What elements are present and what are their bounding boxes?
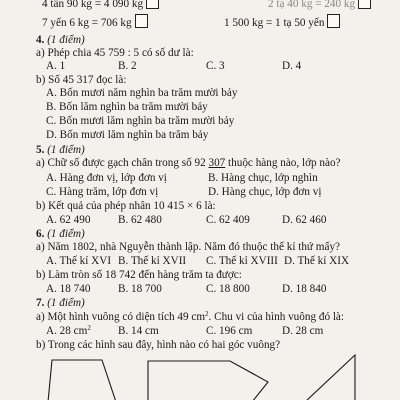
question-number: 7. (36, 297, 45, 309)
question-number: 6. (36, 228, 45, 240)
prompt-text: a) Một hình vuông có diện tích 49 cm (36, 311, 206, 323)
option-5a-d[interactable]: D. Hàng chục, lớp đơn vị (208, 186, 322, 198)
option-6b-b[interactable]: B. 18 700 (118, 283, 162, 295)
option-6a-a[interactable]: A. Thế kỉ XVI (46, 255, 112, 267)
option-5a-b[interactable]: B. Hàng chục, lớp nghìn (208, 172, 318, 184)
option-7a-c[interactable]: C. 196 cm (206, 325, 253, 337)
question-5b-prompt: b) Kết quả của phép nhân 10 415 × 6 là: (36, 200, 216, 212)
statement-text: 7 yến 6 kg = 706 kg (42, 17, 132, 29)
option-4a-c[interactable]: C. 3 (206, 60, 225, 72)
option-5a-a[interactable]: A. Hàng đơn vị, lớp đơn vị (46, 172, 167, 184)
option-6a-c[interactable]: C. Thế kỉ XVIII (206, 255, 278, 267)
question-points: (1 điểm) (47, 297, 85, 309)
question-4a-prompt: a) Phép chia 45 759 : 5 có số dư là: (36, 47, 194, 59)
question-4b-prompt: b) Số 45 317 đọc là: (36, 74, 127, 86)
question-points: (1 điểm) (47, 228, 85, 240)
option-5b-d[interactable]: D. 62 460 (282, 214, 327, 226)
prompt-text: . Chu vi của hình vuông đó là: (208, 311, 345, 323)
option-6a-d[interactable]: D. Thế kỉ XIX (284, 255, 350, 267)
option-5b-c[interactable]: C. 62 409 (206, 214, 250, 226)
option-7a-b[interactable]: B. 14 cm (118, 325, 159, 337)
superscript: 2 (205, 310, 209, 318)
option-7a-d[interactable]: D. 28 cm (282, 325, 324, 337)
question-7b-prompt: b) Trong các hình sau đây, hình nào có hai góc vuông? (36, 339, 281, 351)
question-number: 4. (36, 34, 45, 46)
prompt-text: thuộc hàng nào, lớp nào? (225, 157, 341, 169)
option-6b-c[interactable]: C. 18 800 (206, 283, 250, 295)
superscript: 2 (87, 324, 91, 332)
option-4b-d[interactable]: D. Bốn mươi lăm nghìn ba trăm bảy (46, 129, 209, 141)
option-4b-c[interactable]: C. Bốn mươi lăm nghìn ba trăm mười bảy (46, 115, 235, 127)
underlined-digits: 307 (208, 157, 226, 169)
shape-pentagon-arrow[interactable] (148, 361, 268, 400)
option-4b-b[interactable]: B. Bốn lăm nghìn ba trăm mười bảy (46, 101, 208, 113)
prompt-text: a) Chữ số được gạch chân trong số 92 (36, 157, 209, 169)
question-6a-prompt: a) Năm 1802, nhà Nguyễn thành lập. Năm đó thuộc thế kỉ thứ mấy? (36, 241, 341, 253)
statement-text: 2 tạ 40 kg = 240 kg (268, 0, 356, 10)
question-points: (1 điểm) (47, 34, 85, 46)
question-number: 5. (36, 144, 45, 156)
shape-right-triangle[interactable] (305, 355, 355, 400)
option-5b-a[interactable]: A. 62 490 (46, 214, 91, 226)
shape-trapezoid-left[interactable] (48, 360, 116, 400)
option-6a-b[interactable]: B. Thế kỉ XVII (118, 255, 187, 267)
option-5b-b[interactable]: B. 62 480 (118, 214, 162, 226)
option-6b-d[interactable]: D. 18 840 (282, 283, 327, 295)
question-6b-prompt: b) Làm tròn số 18 742 đến hàng trăm ta được: (36, 269, 242, 281)
statement-text: 1 500 kg = 1 tạ 50 yến (224, 17, 325, 29)
option-4a-a[interactable]: A. 1 (46, 60, 66, 72)
option-6b-a[interactable]: A. 18 740 (46, 283, 91, 295)
statement-text: 4 tấn 90 kg = 4 090 kg (42, 0, 144, 10)
option-4a-d[interactable]: D. 4 (282, 60, 302, 72)
question-points: (1 điểm) (47, 144, 85, 156)
option-5a-c[interactable]: C. Hàng trăm, lớp đơn vị (46, 186, 159, 198)
option-4a-b[interactable]: B. 2 (118, 60, 137, 72)
option-text: A. 28 cm (46, 325, 88, 337)
option-4b-a[interactable]: A. Bốn mươi năm nghìn ba trăm mười bảy (46, 87, 238, 99)
